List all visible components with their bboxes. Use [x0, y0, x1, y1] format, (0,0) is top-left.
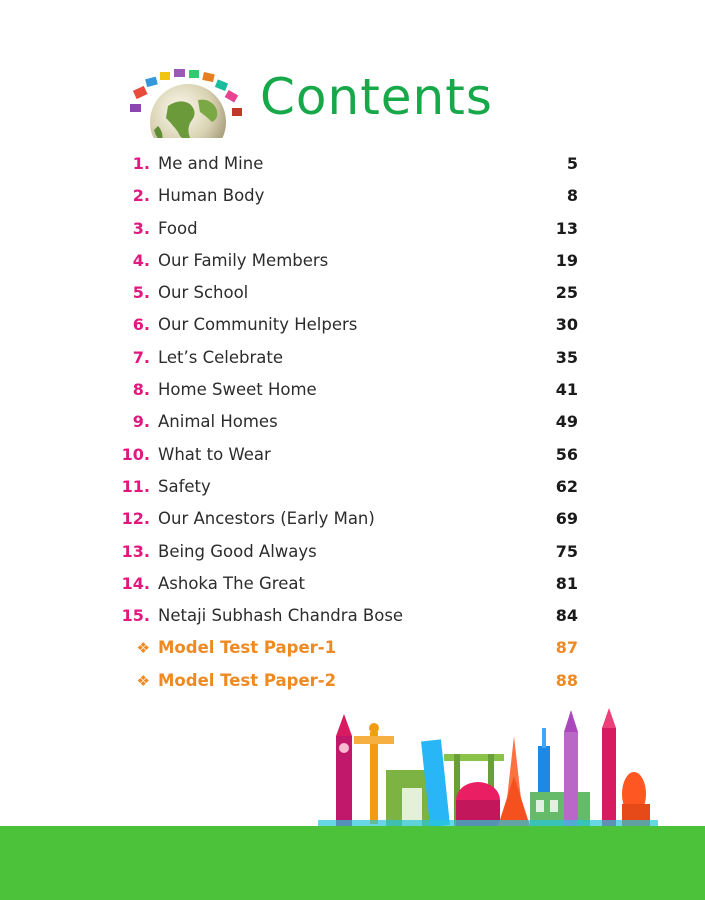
toc-entry[interactable]	[112, 503, 582, 535]
page-number: 84	[555, 606, 578, 626]
page-number: 25	[555, 283, 578, 303]
chapter-title: Safety	[158, 476, 211, 496]
toc-entry-model-paper[interactable]	[112, 665, 582, 697]
toc-entry[interactable]	[112, 213, 582, 245]
chapter-number: 11.	[121, 476, 150, 496]
page-number: 35	[555, 347, 578, 367]
toc-entry[interactable]	[112, 180, 582, 212]
page-number: 75	[555, 541, 578, 561]
page-number: 8	[566, 186, 578, 206]
diamond-bullet-icon: ❖	[136, 639, 150, 658]
page-number: 62	[555, 476, 578, 496]
table-of-contents	[112, 148, 582, 697]
toc-entry[interactable]	[112, 568, 582, 600]
chapter-number: 1.	[132, 154, 150, 173]
chapter-title: Our Community Helpers	[158, 315, 358, 335]
toc-entry[interactable]	[112, 374, 582, 406]
toc-entry[interactable]	[112, 342, 582, 374]
toc-entry-model-paper[interactable]	[112, 632, 582, 664]
chapter-title: Our Family Members	[158, 250, 329, 270]
page-number: 13	[555, 218, 578, 238]
toc-entry[interactable]	[112, 439, 582, 471]
chapter-title: Let’s Celebrate	[158, 347, 284, 367]
chapter-number: 3.	[132, 218, 150, 238]
toc-entry[interactable]	[112, 536, 582, 568]
toc-entry[interactable]	[112, 148, 582, 180]
chapter-title: Home Sweet Home	[158, 380, 317, 400]
toc-entry[interactable]	[112, 277, 582, 309]
chapter-number: 2.	[132, 186, 150, 206]
chapter-number: 14.	[121, 573, 150, 593]
chapter-number: 8.	[132, 380, 150, 400]
chapter-title: Our School	[158, 283, 249, 303]
chapter-number: 12.	[121, 509, 150, 529]
world-landmarks-skyline-icon	[318, 706, 658, 830]
chapter-title: Food	[158, 218, 198, 238]
page-number: 87	[555, 638, 578, 658]
chapter-title: Human Body	[158, 186, 265, 206]
toc-entry[interactable]	[112, 406, 582, 438]
toc-entry[interactable]	[112, 600, 582, 632]
globe-icon	[128, 68, 248, 146]
page-number: 69	[555, 509, 578, 529]
chapter-title: What to Wear	[158, 444, 271, 464]
green-ground-band	[0, 826, 705, 900]
toc-entry[interactable]	[112, 245, 582, 277]
page-number: 5	[566, 154, 578, 173]
chapter-number: 15.	[121, 606, 150, 626]
model-paper-title: Model Test Paper-1	[158, 638, 337, 658]
page-number: 88	[555, 670, 578, 690]
chapter-number: 4.	[132, 250, 150, 270]
chapter-title: Netaji Subhash Chandra Bose	[158, 606, 404, 626]
chapter-number: 9.	[132, 412, 150, 432]
page-title: Contents	[260, 68, 493, 126]
chapter-title: Ashoka The Great	[158, 573, 305, 593]
page-number: 19	[555, 250, 578, 270]
page-number: 49	[555, 412, 578, 432]
chapter-title: Animal Homes	[158, 412, 278, 432]
chapter-number: 7.	[132, 347, 150, 367]
page-number: 41	[555, 380, 578, 400]
page-number: 81	[555, 573, 578, 593]
toc-entry[interactable]	[112, 471, 582, 503]
chapter-title: Me and Mine	[158, 154, 264, 173]
chapter-number: 10.	[121, 444, 150, 464]
chapter-number: 6.	[132, 315, 150, 335]
diamond-bullet-icon: ❖	[136, 671, 150, 690]
chapter-number: 5.	[132, 283, 150, 303]
toc-entry[interactable]	[112, 309, 582, 341]
header	[128, 62, 508, 146]
chapter-title: Being Good Always	[158, 541, 317, 561]
chapter-title: Our Ancestors (Early Man)	[158, 509, 375, 529]
chapter-number: 13.	[121, 541, 150, 561]
page-number: 56	[555, 444, 578, 464]
page-number: 30	[555, 315, 578, 335]
model-paper-title: Model Test Paper-2	[158, 670, 337, 690]
